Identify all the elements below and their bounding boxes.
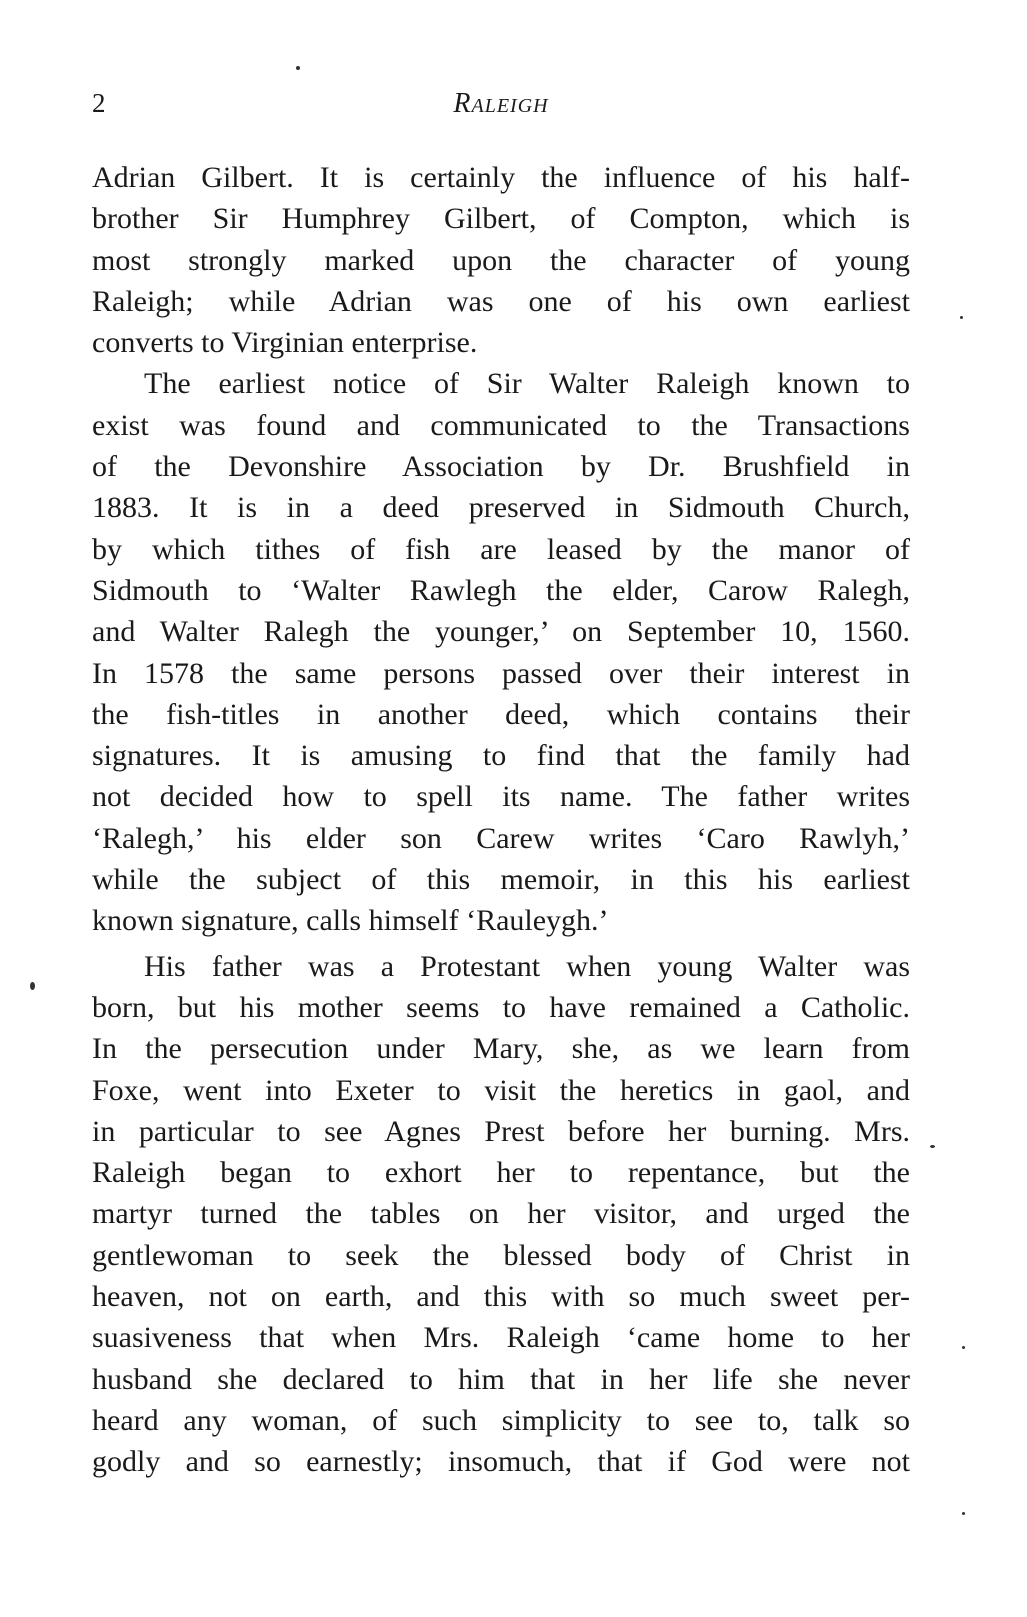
text-line: the fish-titles in another deed, which contains their xyxy=(92,697,910,731)
text-line: suasiveness that when Mrs. Raleigh ‘came home to her xyxy=(92,1321,910,1355)
scan-speck xyxy=(930,1145,935,1148)
text-line: ‘Ralegh,’ his elder son Carew writes ‘Caro Rawlyh,’ xyxy=(92,821,910,855)
text-line: Adrian Gilbert. It is certainly the influence of his half- xyxy=(92,161,910,194)
text-line: exist was found and communicated to the Transactions xyxy=(92,408,910,442)
text-line: in particular to see Agnes Prest before her burning. Mrs. xyxy=(92,1114,910,1148)
text-line: Sidmouth to ‘Walter Rawlegh the elder, Carow Ralegh, xyxy=(92,573,910,607)
text-line: while the subject of this memoir, in this his earliest xyxy=(92,863,910,897)
running-head: Raleigh xyxy=(453,88,549,119)
paragraph xyxy=(92,946,910,1483)
text-line: and Walter Ralegh the younger,’ on September 10, 1560. xyxy=(92,615,910,649)
text-line: not decided how to spell its name. The father writes xyxy=(92,780,910,814)
scan-speck xyxy=(30,982,35,990)
text-line: heaven, not on earth, and this with so much sweet per- xyxy=(92,1280,910,1314)
text-line: born, but his mother seems to have remained a Catholic. xyxy=(92,990,910,1024)
text-line: Raleigh began to exhort her to repentance, but the xyxy=(92,1156,910,1190)
scan-speck xyxy=(962,1346,965,1349)
text-line: converts to Virginian enterprise. xyxy=(92,326,478,360)
body-text xyxy=(92,157,910,1483)
text-line: 1883. It is in a deed preserved in Sidmouth Church, xyxy=(92,491,910,525)
text-line: known signature, calls himself ‘Rauleygh.’ xyxy=(92,904,609,938)
scan-speck xyxy=(962,1512,965,1515)
text-line: His father was a Protestant when young Walter was xyxy=(144,949,910,983)
text-line: The earliest notice of Sir Walter Raleigh known to xyxy=(144,367,910,401)
text-line: Raleigh; while Adrian was one of his own earliest xyxy=(92,284,910,318)
text-line: martyr turned the tables on her visitor, and urged the xyxy=(92,1197,910,1231)
scan-speck xyxy=(960,316,963,319)
text-line: gentlewoman to seek the blessed body of Christ in xyxy=(92,1238,910,1272)
text-line: signatures. It is amusing to find that the family had xyxy=(92,739,910,773)
page-number: 2 xyxy=(92,88,106,118)
scan-speck xyxy=(296,66,300,70)
text-line: of the Devonshire Association by Dr. Brushfield in xyxy=(92,450,910,484)
paragraph xyxy=(92,157,910,363)
text-line: In 1578 the same persons passed over their interest in xyxy=(92,656,910,690)
text-line: godly and so earnestly; insomuch, that if God were not xyxy=(92,1445,910,1479)
page-header xyxy=(92,88,910,128)
text-line: heard any woman, of such simplicity to see to, talk so xyxy=(92,1403,910,1437)
text-line: most strongly marked upon the character of young xyxy=(92,243,910,277)
paragraph xyxy=(92,363,910,941)
text-line: husband she declared to him that in her life she never xyxy=(92,1362,910,1396)
text-line: brother Sir Humphrey Gilbert, of Compton, which is xyxy=(92,202,910,236)
text-line: by which tithes of fish are leased by the manor of xyxy=(92,532,910,566)
text-line: In the persecution under Mary, she, as we learn from xyxy=(92,1032,910,1066)
text-line: Foxe, went into Exeter to visit the heretics in gaol, and xyxy=(92,1073,910,1107)
